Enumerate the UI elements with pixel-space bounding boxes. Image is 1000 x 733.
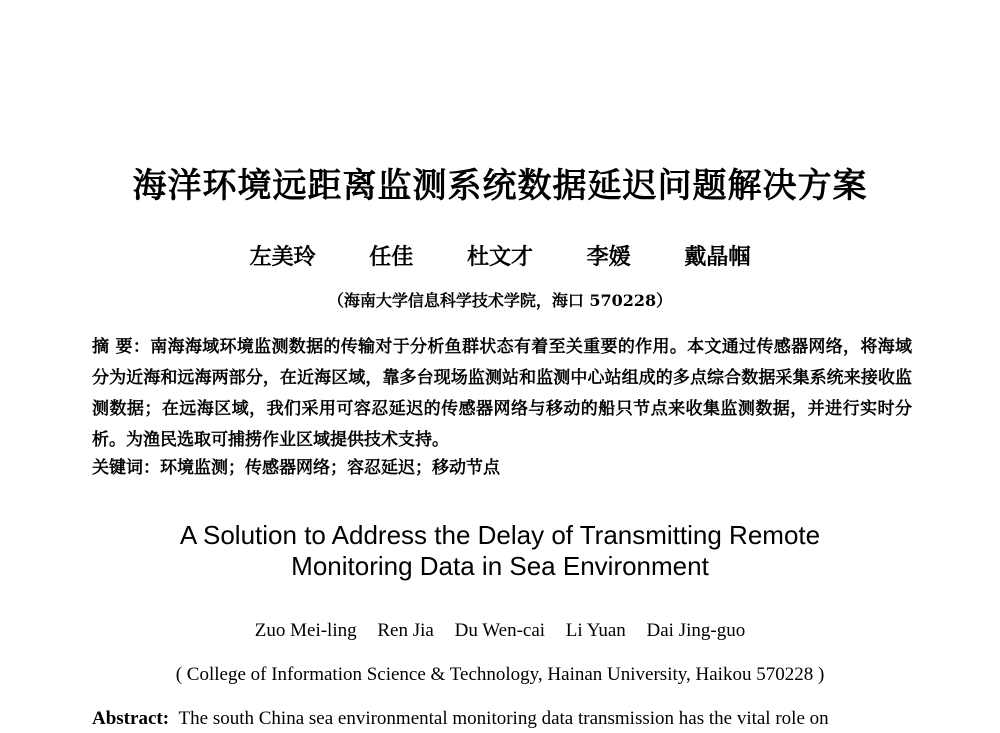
english-author: Li Yuan xyxy=(565,620,626,641)
english-abstract xyxy=(92,708,912,730)
english-abstract-text: The south China sea environmental monitoring data transmission has the vital role on xyxy=(178,708,829,729)
english-authors xyxy=(0,620,1000,642)
chinese-author: 杜文才 xyxy=(466,244,533,270)
chinese-keywords-label: 关键词： xyxy=(92,458,160,478)
english-author: Zuo Mei-ling xyxy=(254,620,357,641)
chinese-abstract-label: 摘 要： xyxy=(92,337,151,357)
english-affiliation: ( College of Information Science & Technology, Hainan University, Haikou 570228 ) xyxy=(175,664,825,685)
chinese-abstract xyxy=(92,332,912,456)
english-title xyxy=(0,520,1000,582)
english-title-line: A Solution to Address the Delay of Transmitting Remote xyxy=(179,520,821,550)
chinese-author: 李媛 xyxy=(586,244,631,270)
chinese-author: 任佳 xyxy=(369,244,414,270)
english-author: Du Wen-cai xyxy=(454,620,546,641)
chinese-keywords xyxy=(92,454,912,482)
chinese-keywords-text: 环境监测；传感器网络；容忍延迟；移动节点 xyxy=(160,458,500,478)
english-title-line: Monitoring Data in Sea Environment xyxy=(291,551,709,581)
english-abstract-label: Abstract: xyxy=(92,708,170,729)
chinese-authors xyxy=(0,240,1000,271)
chinese-author: 戴晶帼 xyxy=(684,244,751,270)
english-author: Ren Jia xyxy=(377,620,434,641)
english-author: Dai Jing-guo xyxy=(646,620,746,641)
chinese-author: 左美玲 xyxy=(249,244,316,270)
chinese-affiliation: （海南大学信息科学技术学院，海口 570228） xyxy=(327,291,673,310)
chinese-abstract-text: 南海海域环境监测数据的传输对于分析鱼群状态有着至关重要的作用。本文通过传感器网络，将海域分为近海和远海两部分，在近海区域，靠多台现场监测站和监测中心站组成的多点综合数据采集系统来接收监测数据；在远海区域，我们采用可容忍延迟的传感器网络与移动的船只节点来收集监测数据，并进行实时分析。为渔民选取可捕捞作业区域提供技术支持。 xyxy=(92,337,912,450)
chinese-title: 海洋环境远距离监测系统数据延迟问题解决方案 xyxy=(132,166,868,206)
